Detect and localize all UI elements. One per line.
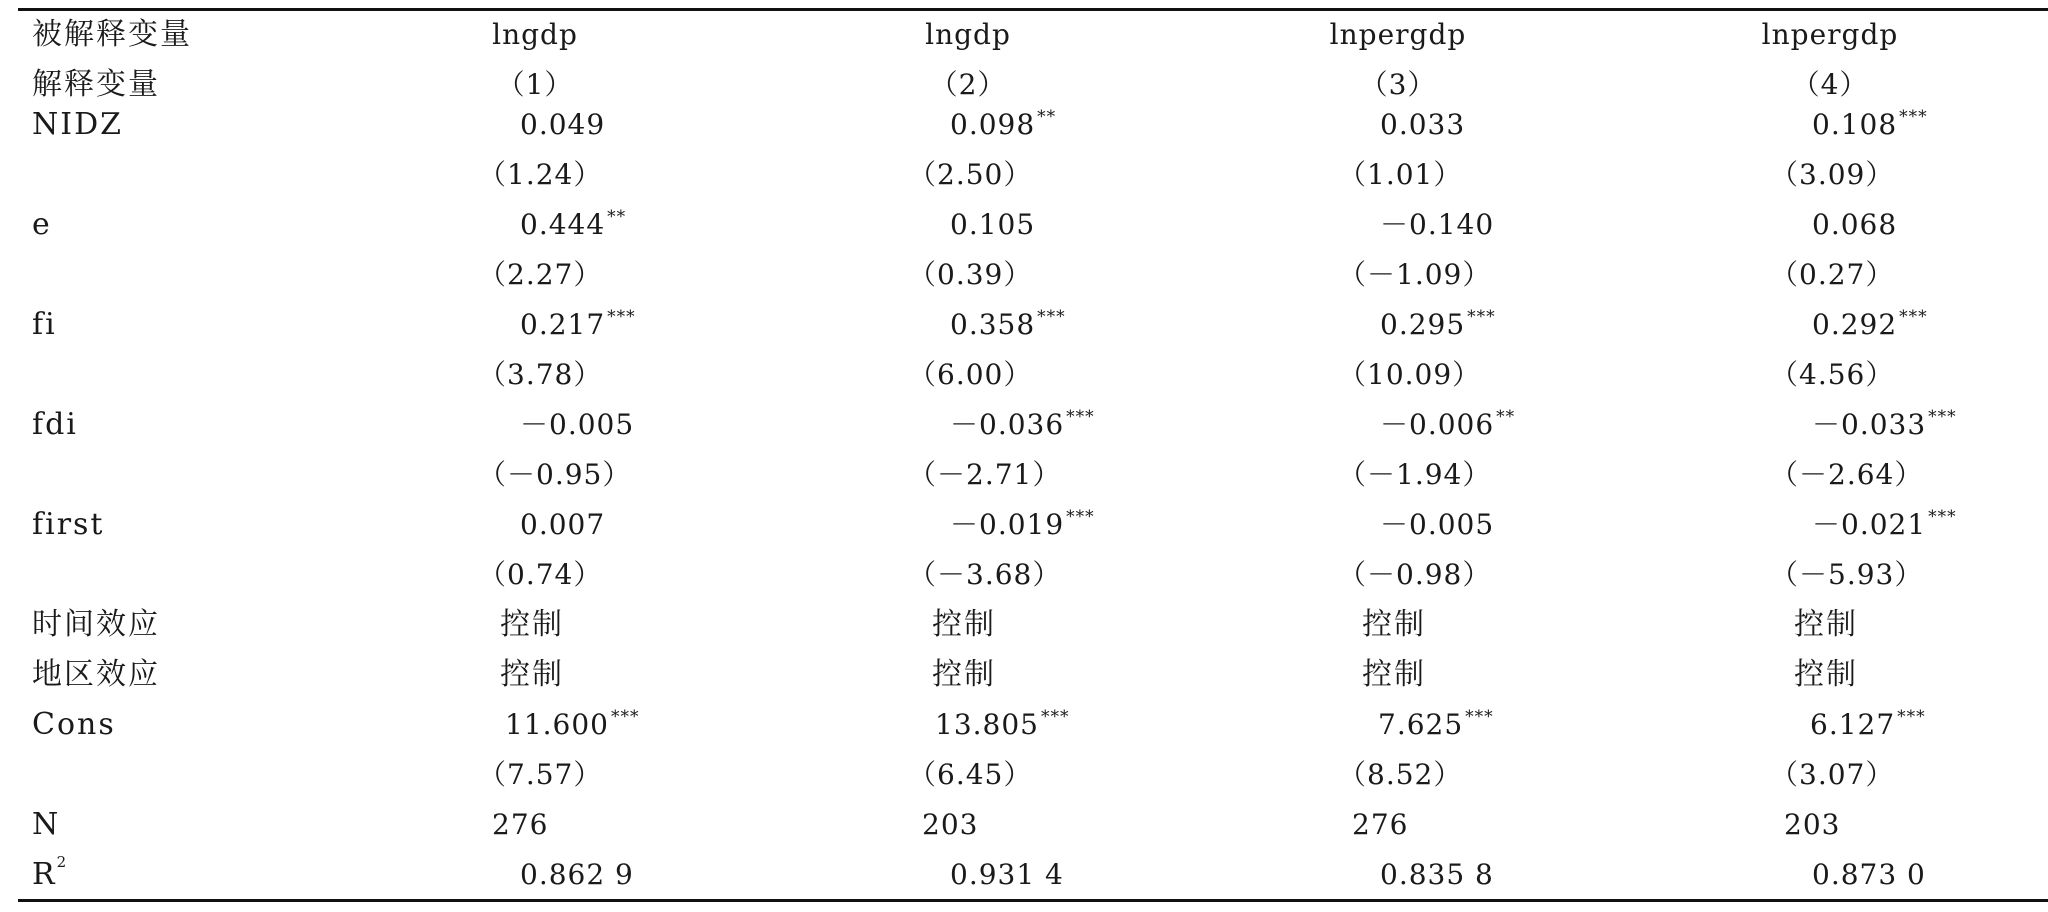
- coefficient-value: －0.140: [1380, 208, 1495, 241]
- coefficient-cell: [1812, 400, 1957, 450]
- t-stat-cell: （－5.93）: [1770, 558, 1924, 591]
- coefficient-value: 0.217: [520, 308, 606, 341]
- significance-stars: **: [1496, 407, 1516, 427]
- coefficient-cell: [1812, 200, 1897, 250]
- variable-label: e: [32, 207, 52, 242]
- coefficient-value: 0.033: [1380, 108, 1466, 141]
- time-effect-label: 时间效应: [32, 607, 160, 642]
- r-squared-label: [32, 850, 68, 900]
- control-cell: 控制: [1362, 657, 1426, 692]
- dependent-variable-name: lngdp: [925, 18, 1011, 51]
- t-stat-cell: （－3.68）: [908, 558, 1062, 591]
- variable-label: fi: [32, 307, 57, 342]
- coefficient-row: [0, 100, 2048, 150]
- column-number: （3）: [1359, 68, 1437, 101]
- observations-cell: 203: [922, 808, 979, 841]
- t-stat-cell: （6.00）: [908, 358, 1033, 391]
- column-number: （4）: [1791, 68, 1869, 101]
- t-stat-cell: （3.07）: [1770, 758, 1895, 791]
- coefficient-value: －0.033: [1812, 408, 1927, 441]
- significance-stars: ***: [1040, 707, 1070, 727]
- dependent-variable-name: lngdp: [492, 18, 578, 51]
- t-stat-cell: （10.09）: [1338, 358, 1482, 391]
- t-stat-cell: （3.09）: [1770, 158, 1895, 191]
- significance-stars: ***: [1037, 307, 1066, 327]
- dependent-variable-label: 被解释变量: [32, 17, 192, 52]
- r-squared-row: [0, 850, 2048, 900]
- r-squared-cell: 0.873 0: [1812, 858, 1926, 891]
- significance-stars: ***: [1899, 107, 1928, 127]
- significance-stars: ***: [1066, 507, 1095, 527]
- control-cell: 控制: [500, 607, 564, 642]
- coefficient-value: 0.068: [1812, 208, 1898, 241]
- t-stat-cell: （3.78）: [478, 358, 603, 391]
- r-squared-cell: 0.931 4: [950, 858, 1064, 891]
- coefficient-row: [0, 200, 2048, 250]
- significance-stars: ***: [1467, 307, 1496, 327]
- control-cell: 控制: [932, 657, 996, 692]
- significance-stars: ***: [607, 307, 636, 327]
- significance-stars: **: [607, 207, 627, 227]
- t-stat-cell: （4.56）: [1770, 358, 1895, 391]
- coefficient-value: 13.805: [935, 708, 1039, 741]
- header-row-dependent: [0, 10, 2048, 60]
- coefficient-value: 6.127: [1810, 708, 1896, 741]
- coefficient-value: －0.021: [1812, 508, 1927, 541]
- region-effect-label: 地区效应: [32, 657, 160, 692]
- significance-stars: ***: [1928, 507, 1957, 527]
- coefficient-value: －0.005: [1380, 508, 1495, 541]
- t-stat-cell: （－1.94）: [1338, 458, 1492, 491]
- t-stat-cell: （1.01）: [1338, 158, 1463, 191]
- r-squared-cell: 0.835 8: [1380, 858, 1494, 891]
- t-stat-cell: （－0.98）: [1338, 558, 1492, 591]
- coefficient-cell: [520, 400, 634, 450]
- t-stat-cell: （8.52）: [1338, 758, 1463, 791]
- constant-label: Cons: [32, 707, 116, 742]
- t-stat-cell: （0.27）: [1770, 258, 1895, 291]
- t-stat-cell: （－1.09）: [1338, 258, 1492, 291]
- t-stat-cell: （1.24）: [478, 158, 603, 191]
- coefficient-cell: [950, 500, 1095, 550]
- observations-cell: 276: [1352, 808, 1409, 841]
- coefficient-value: 0.292: [1812, 308, 1898, 341]
- observations-label: N: [32, 807, 61, 842]
- coefficient-row: [0, 300, 2048, 350]
- coefficient-value: 0.049: [520, 108, 606, 141]
- dependent-variable-name: lnpergdp: [1761, 18, 1899, 51]
- constant-t-stat-row: [0, 750, 2048, 800]
- coefficient-row: [0, 500, 2048, 550]
- coefficient-value: －0.006: [1380, 408, 1495, 441]
- coefficient-row: [0, 400, 2048, 450]
- t-stat-row: [0, 550, 2048, 600]
- coefficient-value: 0.358: [950, 308, 1036, 341]
- constant-row: [0, 700, 2048, 750]
- t-stat-row: [0, 450, 2048, 500]
- t-stat-cell: （0.39）: [908, 258, 1033, 291]
- coefficient-value: －0.005: [520, 408, 635, 441]
- coefficient-cell: [1378, 700, 1494, 750]
- t-stat-row: [0, 350, 2048, 400]
- observations-cell: 276: [492, 808, 549, 841]
- coefficient-cell: [505, 700, 639, 750]
- significance-stars: ***: [1928, 407, 1957, 427]
- time-effect-row: [0, 600, 2048, 650]
- significance-stars: **: [1037, 107, 1057, 127]
- control-cell: 控制: [500, 657, 564, 692]
- control-cell: 控制: [1794, 607, 1858, 642]
- coefficient-cell: [935, 700, 1069, 750]
- t-stat-cell: （2.27）: [478, 258, 603, 291]
- t-stat-cell: （－0.95）: [478, 458, 632, 491]
- coefficient-cell: [520, 100, 605, 150]
- t-stat-cell: （－2.64）: [1770, 458, 1924, 491]
- coefficient-cell: [520, 300, 636, 350]
- observations-row: [0, 800, 2048, 850]
- coefficient-cell: [950, 400, 1095, 450]
- control-cell: 控制: [1362, 607, 1426, 642]
- coefficient-value: 0.007: [520, 508, 606, 541]
- coefficient-cell: [1812, 300, 1928, 350]
- coefficient-cell: [1380, 500, 1494, 550]
- region-effect-row: [0, 650, 2048, 700]
- coefficient-cell: [950, 200, 1035, 250]
- coefficient-cell: [950, 300, 1066, 350]
- significance-stars: ***: [610, 707, 640, 727]
- coefficient-value: 11.600: [505, 708, 609, 741]
- control-cell: 控制: [932, 607, 996, 642]
- coefficient-value: －0.019: [950, 508, 1065, 541]
- column-number: （2）: [929, 68, 1007, 101]
- r-squared-cell: 0.862 9: [520, 858, 634, 891]
- dependent-variable-name: lnpergdp: [1329, 18, 1467, 51]
- coefficient-cell: [1380, 300, 1496, 350]
- observations-cell: 203: [1784, 808, 1841, 841]
- control-cell: 控制: [1794, 657, 1858, 692]
- coefficient-cell: [520, 200, 626, 250]
- t-stat-cell: （6.45）: [908, 758, 1033, 791]
- column-number: （1）: [496, 68, 574, 101]
- significance-stars: ***: [1897, 707, 1926, 727]
- coefficient-value: 0.108: [1812, 108, 1898, 141]
- coefficient-value: 0.105: [950, 208, 1036, 241]
- coefficient-value: 0.444: [520, 208, 606, 241]
- t-stat-row: [0, 150, 2048, 200]
- t-stat-cell: （2.50）: [908, 158, 1033, 191]
- coefficient-cell: [520, 500, 605, 550]
- t-stat-cell: （－2.71）: [908, 458, 1062, 491]
- coefficient-cell: [1380, 400, 1515, 450]
- coefficient-cell: [1812, 100, 1928, 150]
- significance-stars: ***: [1066, 407, 1095, 427]
- coefficient-cell: [1810, 700, 1926, 750]
- significance-stars: ***: [1899, 307, 1928, 327]
- explanatory-variable-label: 解释变量: [32, 67, 160, 102]
- r-squared-base: R: [32, 857, 57, 892]
- coefficient-cell: [950, 100, 1056, 150]
- r-squared-superscript: 2: [56, 853, 69, 871]
- variable-label: NIDZ: [32, 107, 123, 142]
- t-stat-cell: （0.74）: [478, 558, 603, 591]
- significance-stars: ***: [1465, 707, 1494, 727]
- variable-label: first: [32, 507, 105, 542]
- coefficient-value: 0.098: [950, 108, 1036, 141]
- t-stat-cell: （7.57）: [478, 758, 603, 791]
- coefficient-cell: [1380, 200, 1494, 250]
- coefficient-cell: [1812, 500, 1957, 550]
- coefficient-value: 7.625: [1378, 708, 1464, 741]
- t-stat-row: [0, 250, 2048, 300]
- coefficient-value: 0.295: [1380, 308, 1466, 341]
- coefficient-cell: [1380, 100, 1465, 150]
- variable-label: fdi: [32, 407, 78, 442]
- coefficient-value: －0.036: [950, 408, 1065, 441]
